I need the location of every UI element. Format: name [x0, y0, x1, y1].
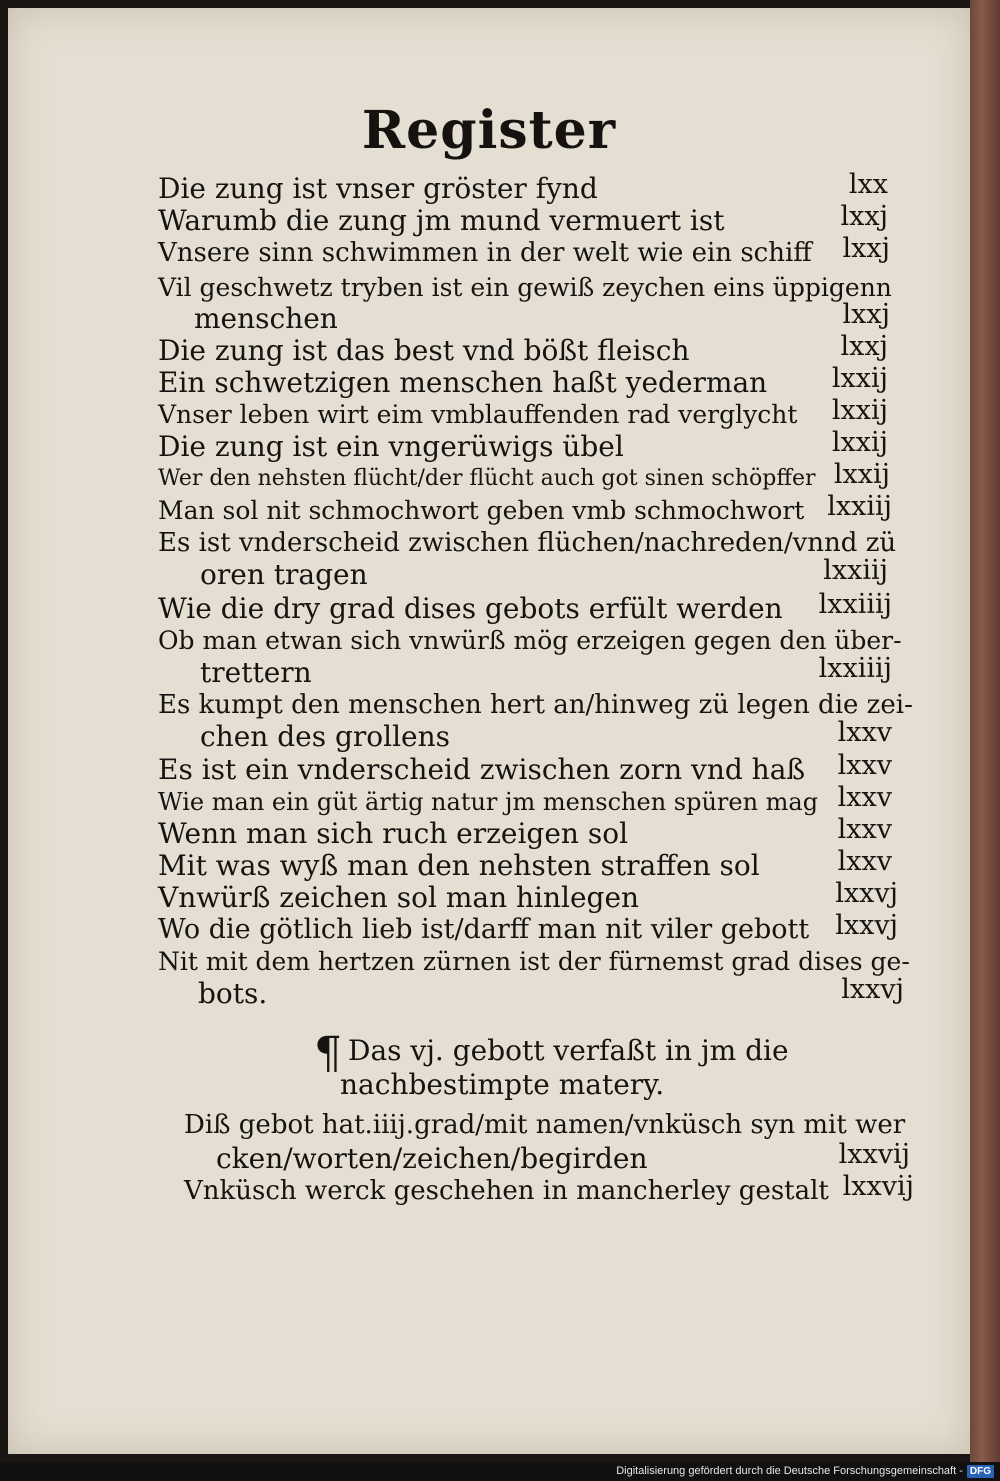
entry-text: Wenn man sich ruch erzeigen sol — [158, 817, 629, 850]
entry-text: cken/worten/zeichen/begirden — [216, 1142, 648, 1175]
entry-text: Wie die dry grad dises gebots erfült werden — [158, 592, 783, 625]
entry-folio-number: lxxj — [842, 233, 890, 264]
register-entry — [8, 233, 970, 276]
entry-text: Mit was wyß man den nehsten straffen sol — [158, 849, 760, 882]
entry-text: Diß gebot hat.iiij.grad/mit namen/vnküsch syn mit wer — [184, 1110, 906, 1140]
section-heading-line2: nachbestimpte matery. — [340, 1068, 665, 1101]
page — [8, 8, 970, 1454]
entry-folio-number: lxxv — [837, 717, 892, 748]
entry-folio-number: lxxiiij — [818, 589, 892, 620]
entry-folio-number: lxxvj — [841, 974, 904, 1005]
pilcrow-icon: ¶ — [314, 1028, 342, 1079]
entry-folio-number: lxxvij — [838, 1139, 910, 1170]
entry-folio-number: lxxvj — [835, 878, 898, 909]
entry-text: bots. — [198, 977, 268, 1010]
entry-folio-number: lxxj — [840, 331, 888, 362]
entry-text: chen des grollens — [200, 720, 451, 753]
entry-folio-number: lxxj — [840, 201, 888, 232]
entry-folio-number: lxxj — [842, 299, 890, 330]
entry-text: Wo die götlich lieb ist/darff man nit viler gebott — [158, 914, 810, 945]
entry-text: Wie man ein güt ärtig natur jm menschen spüren mag — [158, 788, 819, 816]
entry-folio-number: lxxv — [837, 750, 892, 781]
entry-text: Man sol nit schmochwort geben vmb schmochwort — [158, 496, 805, 525]
entry-text: oren tragen — [200, 558, 368, 591]
entry-folio-number: lxxij — [833, 459, 890, 490]
entry-text: Wer den nehsten flücht/der flücht auch got sinen schöpffer — [158, 466, 816, 491]
entry-folio-number: lxx — [848, 169, 888, 200]
entry-text: Vnwürß zeichen sol man hinlegen — [158, 881, 640, 914]
entry-text: trettern — [200, 656, 312, 689]
dfg-logo-icon: DFG — [967, 1465, 994, 1478]
footer-text: Digitalisierung gefördert durch die Deutsche Forschungsgemeinschaft - — [616, 1465, 963, 1477]
entry-folio-number: lxxvij — [842, 1171, 914, 1202]
entry-folio-number: lxxiiij — [818, 653, 892, 684]
entry-text: Ein schwetzigen menschen haßt yederman — [158, 366, 768, 399]
entry-text: Warumb die zung jm mund vermuert ist — [158, 204, 725, 237]
entry-folio-number: lxxvj — [835, 910, 898, 941]
entry-folio-number: lxxv — [837, 846, 892, 877]
entry-text: Vnser leben wirt eim vmblauffenden rad verglycht — [158, 400, 798, 429]
entry-folio-number: lxxij — [831, 363, 888, 394]
entry-text: Es ist vnderscheid zwischen flüchen/nachreden/vnnd zü — [158, 528, 897, 558]
entry-text: Es kumpt den menschen hert an/hinweg zü legen die zei- — [158, 690, 913, 720]
book-spine — [970, 0, 1000, 1462]
entry-text: Die zung ist das best vnd bößt fleisch — [158, 334, 690, 367]
entry-folio-number: lxxiij — [823, 555, 888, 586]
entry-text: Die zung ist vnser gröster fynd — [158, 172, 598, 205]
entry-folio-number: lxxv — [837, 814, 892, 845]
entry-folio-number: lxxij — [831, 395, 888, 426]
register-entry — [8, 1171, 970, 1214]
entry-text: Vnsere sinn schwimmen in der welt wie ein schiff — [158, 238, 812, 268]
section-heading-line1: Das vj. gebott verfaßt in jm die — [348, 1034, 789, 1067]
entry-text: Die zung ist ein vngerüwigs übel — [158, 430, 624, 463]
entry-folio-number: lxxij — [831, 427, 888, 458]
entry-text: Vnküsch werck geschehen in mancherley gestalt — [184, 1176, 829, 1206]
entry-text: Es ist ein vnderscheid zwischen zorn vnd haß — [158, 753, 806, 786]
entry-text: Nit mit dem hertzen zürnen ist der fürnemst grad dises ge- — [158, 947, 910, 976]
entry-folio-number: lxxiij — [827, 491, 892, 522]
entry-text: Vil geschwetz tryben ist ein gewiß zeychen eins üppigenn — [158, 273, 892, 302]
register-entry — [8, 974, 970, 1017]
entry-folio-number: lxxv — [837, 782, 892, 813]
page-title: Register — [361, 100, 617, 161]
entry-text: menschen — [194, 302, 338, 335]
entry-text: Ob man etwan sich vnwürß mög erzeigen gegen den über- — [158, 626, 902, 655]
footer-credit — [616, 1463, 994, 1479]
